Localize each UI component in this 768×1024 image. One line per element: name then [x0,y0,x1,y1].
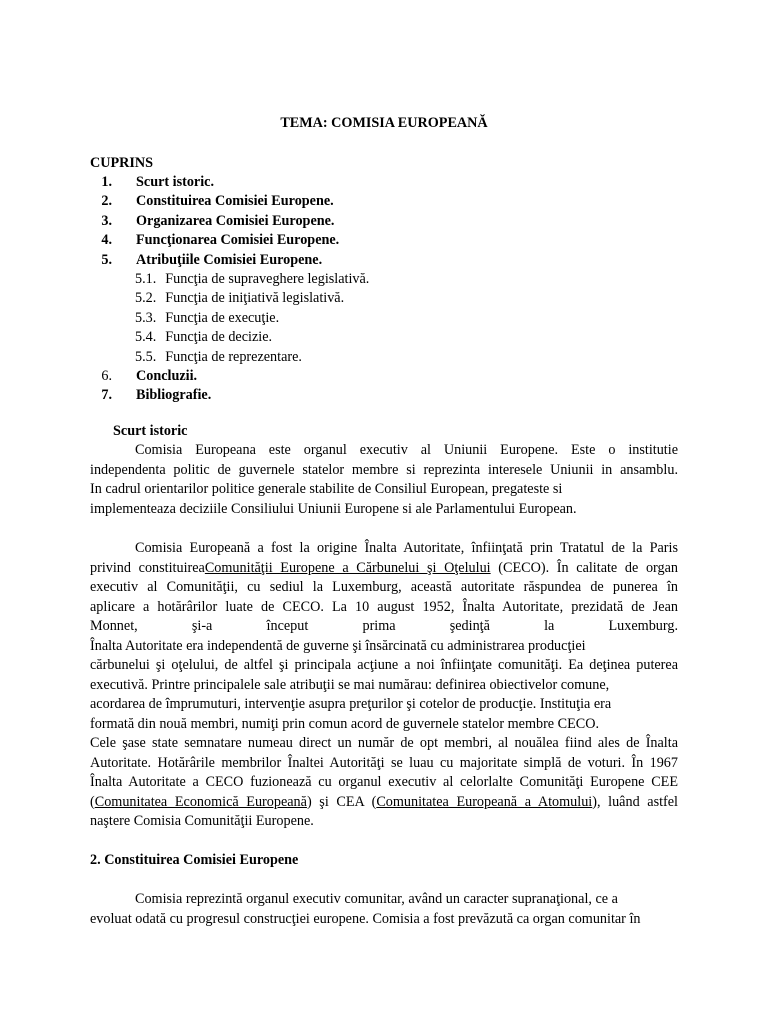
toc-item-label: Concluzii. [136,367,198,384]
text-fragment: ) şi CEA ( [306,793,377,810]
document-title: TEMA: COMISIA EUROPEANĂ [280,115,488,131]
paragraph-line: evoluat odată cu progresul construcţiei europene. Comisia a fost prevăzută ca organ comunitar în [90,910,641,927]
paragraph-fuziune [90,734,678,832]
toc-item-number: 2. [101,193,112,210]
paragraph-line: executiv al Comunităţii, cu sediul la Luxemburg, această autoritate răspundea de punerea în [90,579,678,595]
paragraph-line [90,617,678,637]
word: prima [362,618,396,634]
toc-subitem-label: Funcţia de supraveghere legislativă. [165,270,370,287]
toc-subitem-number: 5.2. [135,290,157,307]
link-cee[interactable]: Comunitatea Economică Europeană [94,793,307,810]
link-ceco[interactable]: Comunităţii Europene a Cărbunelui şi Oţelului [204,559,491,576]
paragraph-line: Cele şase state semnatare numeau direct un număr de opt membri, al nouălea fiind ales de Înalta [90,735,678,751]
toc-subitem-label: Funcţia de decizie. [165,329,273,346]
toc-item-label: Bibliografie. [136,387,212,404]
paragraph-line: acordarea de împrumuturi, intervenţie asupra preţurilor şi cotelor de producţie. Instituţia era [90,696,612,712]
paragraph-intro [90,441,678,519]
paragraph-line: aplicare a hotărârilor luate de CECO. La 10 august 1952, Înalta Autoritate, prezidată de Jean [90,598,678,615]
toc-item [90,367,369,386]
toc-subitem-number: 5.3. [135,309,157,326]
toc-item-number: 1. [101,174,112,190]
toc-item [90,212,369,231]
paragraph-line: Înalta Autoritate era independentă de guverne şi însărcinată cu administrarea producţiei [90,637,586,654]
text-fragment: privind constituirea [90,559,205,576]
paragraph-line: independenta politic de guvernele statelor membre si reprezinta interesele Uniunii in ansamblu. [90,461,678,478]
word: Luxemburg. [608,618,678,634]
toc-subitem [90,289,369,308]
toc-subitem [90,348,369,367]
toc-subitem [90,309,369,328]
section-heading-constituirea: 2. Constituirea Comisiei Europene [90,852,299,868]
paragraph-constituirea [90,890,678,929]
toc-item-number: 3. [101,212,112,229]
word: Monnet, [90,618,138,634]
toc-item-number: 5. [101,251,112,268]
toc-item-label: Constituirea Comisiei Europene. [136,193,334,210]
section-heading-scurt-istoric: Scurt istoric [113,423,188,439]
word: la [544,618,555,634]
paragraph-line [90,793,678,813]
toc-item-number: 7. [101,387,112,404]
toc-subitem-label: Funcţia de reprezentare. [165,348,302,365]
paragraph-line [90,559,678,579]
toc-subitem-label: Funcţia de execuţie. [165,309,280,326]
toc-subitem-number: 5.1. [135,270,157,287]
paragraph-line: executivă. Printre principalele sale atribuţii se mai numărau: definirea obiectivelor comune, [90,676,610,693]
paragraph-line: Comisia Europeana este organul executiv al Uniunii Europene. Este o institutie [135,442,678,458]
toc-item-label: Funcţionarea Comisiei Europene. [136,232,340,249]
toc-item-label: Scurt istoric. [136,174,215,190]
toc-subitem [90,328,369,347]
toc-item [90,251,369,270]
word: şedinţă [449,618,490,634]
paragraph-line: Înalta Autoritate a CECO fuzionează cu organul executiv al celorlalte Comunităţi Europene CEE [90,774,678,790]
paragraph-line: naştere Comisia Comunităţii Europene. [90,813,314,829]
link-cea[interactable]: Comunitatea Europeană a Atomului [376,793,593,810]
text-fragment: (CECO). În calitate de organ [490,559,679,576]
paragraph-inalta-autoritate [90,539,678,734]
paragraph-line: Comisia reprezintă organul executiv comunitar, având un caracter supranaţional, ce a [135,891,618,907]
toc-item [90,386,369,405]
toc-subitem [90,270,369,289]
text-fragment: ), luând astfel [592,793,679,810]
table-of-contents [90,173,369,406]
word: început [266,618,309,634]
paragraph-line: Autoritate. Hotărârile membrilor Înaltei Autorităţi se luau cu majoritate simplă de voturi. În 1967 [90,754,678,771]
word: şi-a [191,618,213,634]
toc-item-label: Atribuţiile Comisiei Europene. [136,251,323,268]
paragraph-line: formată din nouă membri, numiţi prin comun acord de guvernele statelor membre CECO. [90,715,600,732]
toc-item [90,173,369,192]
toc-subitem-label: Funcţia de iniţiativă legislativă. [165,290,345,307]
toc-item [90,192,369,211]
paragraph-line: Comisia Europeană a fost la origine Înalta Autoritate, înfiinţată prin Tratatul de la Paris [135,540,678,556]
toc-item [90,231,369,250]
paragraph-line: In cadrul orientarilor politice generale stabilite de Consiliul European, pregateste si [90,481,563,497]
cuprins-heading: CUPRINS [90,155,154,171]
toc-item-number: 4. [101,232,112,249]
text-fragment: ( [90,793,95,810]
toc-subitem-number: 5.5. [135,348,157,365]
toc-item-label: Organizarea Comisiei Europene. [136,212,335,229]
paragraph-line: implementeaza deciziile Consiliului Uniunii Europene si ale Parlamentului European. [90,500,577,517]
paragraph-line: cărbunelui şi oţelului, de altfel şi principala acţiune a noi înfiinţate comunităţi. Ea deţinea puterea [90,657,678,673]
toc-item-number: 6. [101,367,112,384]
toc-subitem-number: 5.4. [135,329,157,346]
